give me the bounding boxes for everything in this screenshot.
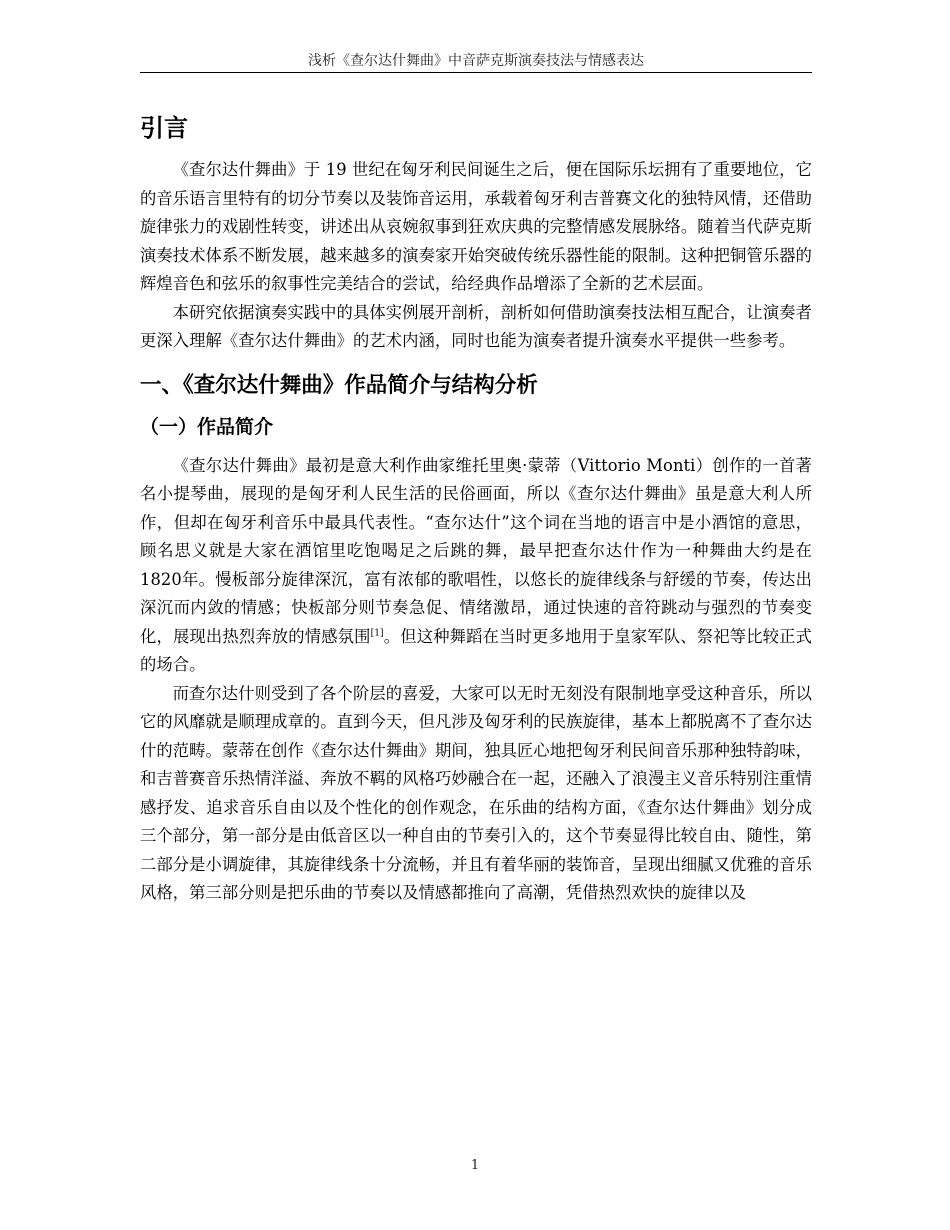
intro-paragraph-2: 本研究依据演奏实践中的具体实例展开剖析，剖析如何借助演奏技法相互配合，让演奏者更深入理解《查尔达什舞曲》的艺术内涵，同时也能为演奏者提升演奏水平提供一些参考。 bbox=[140, 302, 812, 350]
work-intro-paragraph-2: 而查尔达什则受到了各个阶层的喜爱，大家可以无时无刻没有限制地享受这种音乐，所以它的风靡就是顺理成章的。直到今天，但凡涉及匈牙利的民族旋律，基本上都脱离不了查尔达什的范畴。蒙蒂在创作《查尔达什舞曲》期间，独具匠心地把匈牙利民间音乐那种独特韵味，和吉普赛音乐热情洋溢、奔放不羁的风格巧妙融合在一起，还融入了浪漫主义音乐特别注重情感抒发、追求音乐自由以及个性化的创作观念，在乐曲的结构方面，《查尔达什舞曲》划分成三个部分，第一部分是由低音区以一种自由的节奏引入的，这个节奏显得比较自由、随性，第二部分是小调旋律，其旋律线条十分流畅，并且有着华丽的装饰音，呈现出细腻又优雅的音乐风格，第三部分则是把乐曲的节奏以及情感都推向了高潮，凭借热烈欢快的旋律以及 bbox=[140, 683, 812, 902]
intro-paragraph-1: 《查尔达什舞曲》于 19 世纪在匈牙利民间诞生之后，便在国际乐坛拥有了重要地位，它的音乐语言里特有的切分节奏以及装饰音运用，承载着匈牙利吉普赛文化的独特风情，还借助旋律张力的戏剧性转变，讲述出从哀婉叙事到狂欢庆典的完整情感发展脉络。随着当代萨克斯演奏技术体系不断发展，越来越多的演奏家开始突破传统乐器性能的限制。这种把铜管乐器的辉煌音色和弦乐的叙事性完美结合的尝试，给经典作品增添了全新的艺术层面。 bbox=[140, 160, 812, 293]
chapter-1-heading: 一、《查尔达什舞曲》作品简介与结构分析 bbox=[140, 372, 538, 398]
page-body bbox=[140, 106, 812, 908]
running-header: 浅析《查尔达什舞曲》中音萨克斯演奏技法与情感表达 bbox=[308, 53, 644, 69]
work-intro-paragraph-1 bbox=[140, 452, 812, 680]
paragraph-text: 《查尔达什舞曲》最初是意大利作曲家维托里奥·蒙蒂（Vittorio Monti）创作的一首著名小提琴曲，展现的是匈牙利人民生活的民俗画面，所以《查尔达什舞曲》虽是意大利人所作，但却在匈牙利音乐中最具代表性。“查尔达什”这个词在当地的语言中是小酒馆的意思，顾名思义就是大家在酒馆里吃饱喝足之后跳的舞，最早把查尔达什作为一种舞曲大约是在1820年。慢板部分旋律深沉，富有浓郁的歌唱性，以悠长的旋律线条与舒缓的节奏，传达出深沉而内敛的情感；快板部分则节奏急促、情绪激昂，通过快速的音符跳动与强烈的节奏变化，展现出热烈奔放的情感氛围 bbox=[140, 455, 812, 646]
page-number: 1 bbox=[470, 1158, 480, 1173]
section-1-1-heading: （一）作品简介 bbox=[140, 415, 274, 438]
header-rule bbox=[140, 72, 812, 73]
paragraph-text-continued: 。但这种舞蹈在当时更多地用于皇家军队、祭祀等比较正式的场合。 bbox=[140, 626, 812, 674]
intro-heading: 引言 bbox=[140, 114, 188, 142]
citation-ref[interactable]: [1] bbox=[370, 628, 384, 639]
